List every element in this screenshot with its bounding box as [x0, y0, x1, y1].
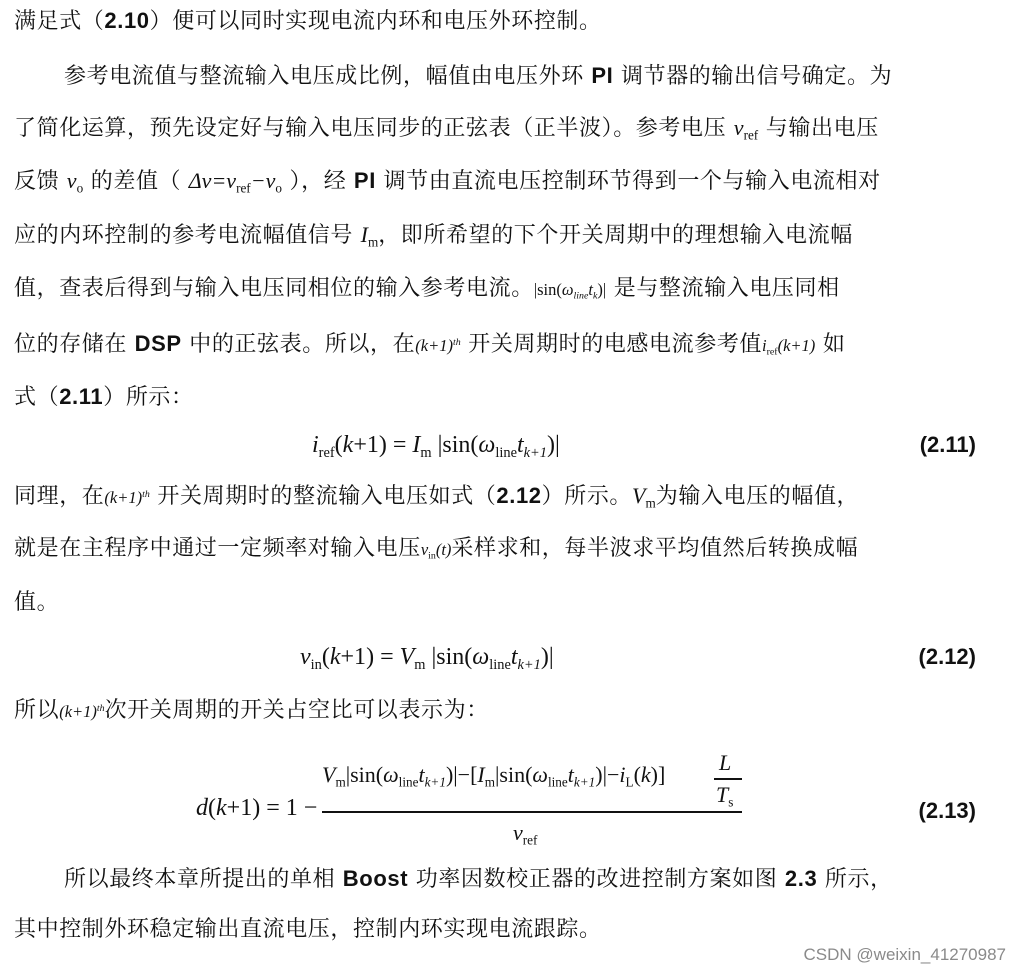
symbol-v-o: $v_o$: [66, 168, 84, 196]
text-run: 与输出电压: [758, 116, 879, 141]
symbol-V-m: $V_m$: [632, 482, 656, 511]
paragraph-line: [64, 61, 976, 92]
text-run: 所以: [14, 697, 60, 723]
text-run: 如: [815, 331, 846, 357]
text-run: 值，查表后得到与输入电压同相位的输入参考电流。: [14, 276, 534, 301]
symbol-I-m: $I_m$: [360, 222, 379, 250]
paragraph-line: [14, 534, 976, 571]
term-pi: PI: [591, 63, 614, 88]
text-run: 反馈: [14, 169, 67, 194]
i-ref-k-plus-1: $i_{ref}(k+1)$: [762, 335, 816, 358]
paragraph-line: [14, 166, 976, 204]
paragraph-line: [14, 480, 976, 519]
text-run: 功率因数校正器的改进控制方案如图: [408, 867, 785, 892]
symbol-v-in-t: $v_{in}(t)$: [420, 540, 452, 562]
text-run: 为输入电压的幅值，: [655, 483, 860, 509]
text-run: ），经: [281, 169, 354, 194]
text-run: 值。: [14, 590, 60, 615]
fraction-bar: [322, 811, 742, 813]
paragraph-line: [14, 382, 976, 413]
k-plus-1-th: $(k+1)^{th}$: [415, 335, 461, 355]
text-run: ）所示：: [103, 385, 194, 410]
equation-number: (2.12): [918, 644, 976, 669]
paragraph-line: [14, 915, 976, 945]
text-run: 次开关周期的开关占空比可以表示为：: [104, 697, 489, 723]
text-run: 中的正弦表。所以，在: [181, 331, 416, 357]
paragraph-line: [14, 328, 976, 367]
fraction-Ts-denominator: $T_s$: [716, 782, 734, 810]
equation-reference: 2.10: [104, 8, 150, 33]
text-run: ，即所希望的下个开关周期中的理想输入电流幅: [378, 223, 853, 248]
text-run: 是与整流输入电压同相: [606, 276, 840, 301]
text-run: 调节器的输出信号确定。为: [613, 64, 893, 89]
equation-reference: 2.12: [496, 482, 542, 508]
equation-2-12: $v_{in}(k+1) = V_m$ $|\sin(\omega_{line}t_{k+1})|$: [300, 644, 554, 674]
paragraph-line: [14, 588, 976, 618]
equation-2-13-numerator: $V_m|\sin(\omega_{line}t_{k+1})|-[I_m|\sin(\omega_{line}t_{k+1})|-i_L(k)]$: [322, 762, 666, 790]
text-run: 开关周期时的电感电流参考值: [460, 331, 763, 357]
text-run: ）便可以同时实现电流内环和电压外环控制。: [149, 9, 602, 34]
text-run: 应的内环控制的参考电流幅值信号: [14, 223, 361, 248]
paragraph-line: [14, 220, 976, 258]
term-dsp: DSP: [134, 330, 182, 356]
equation-2-13-lhs: d(k+1) = 1 −: [196, 795, 318, 821]
k-plus-1-th: $(k+1)^{th}$: [104, 487, 150, 507]
equation-reference: 2.11: [59, 384, 104, 409]
k-plus-1-th: $(k+1)^{th}$: [59, 701, 105, 721]
paragraph-line: [14, 6, 976, 37]
text-run: 开关周期时的整流输入电压如式（: [149, 483, 497, 509]
symbol-v-ref: $v_{ref}$: [733, 115, 759, 143]
paragraph-line: [14, 694, 976, 727]
paragraph-line: [14, 113, 976, 151]
text-run: ）所示。: [541, 483, 633, 509]
text-run: 同理，在: [14, 483, 105, 509]
text-run: 所以最终本章所提出的单相: [64, 867, 343, 892]
equation-number: (2.11): [919, 432, 976, 457]
equation-2-11: $i_{ref}(k+1) = I_m$ $|\sin(\omega_{line}t_{k+1})|$: [312, 432, 560, 462]
text-run: 了简化运算，预先设定好与输入电压同步的正弦表（正半波）。参考电压: [14, 116, 734, 141]
sine-table-expression: $|\sin(\omega_{line}t_k)|$: [533, 280, 607, 302]
text-run: 就是在主程序中通过一定频率对输入电压: [14, 536, 421, 561]
watermark: CSDN @weixin_41270987: [803, 945, 1006, 964]
term-pi: PI: [353, 168, 376, 193]
text-run: 采样求和，每半波求平均值然后转换成幅: [451, 536, 859, 561]
text-run: 满足式（: [14, 9, 105, 34]
text-run: 参考电流值与整流输入电压成比例，幅值由电压外环: [64, 64, 592, 89]
fraction-L-numerator: L: [719, 750, 732, 775]
term-boost: Boost: [342, 866, 409, 891]
text-run: 调节由直流电压控制环节得到一个与输入电流相对: [375, 169, 881, 194]
paragraph-line: [14, 274, 976, 311]
text-run: 式（: [14, 385, 60, 410]
text-run: 的差值（: [83, 169, 189, 194]
text-run: 所示，: [817, 867, 893, 892]
figure-reference: 2.3: [784, 866, 818, 891]
text-run: 其中控制外环稳定输出直流电压，控制内环实现电流跟踪。: [14, 917, 602, 942]
paragraph-line: [64, 864, 976, 895]
equation-2-13-denominator: $v_{ref}$: [513, 820, 538, 848]
text-run: 位的存储在: [14, 331, 135, 357]
delta-v-expression: $\Delta v=v_{ref}-v_o$: [188, 168, 282, 196]
equation-number: (2.13): [918, 798, 976, 823]
